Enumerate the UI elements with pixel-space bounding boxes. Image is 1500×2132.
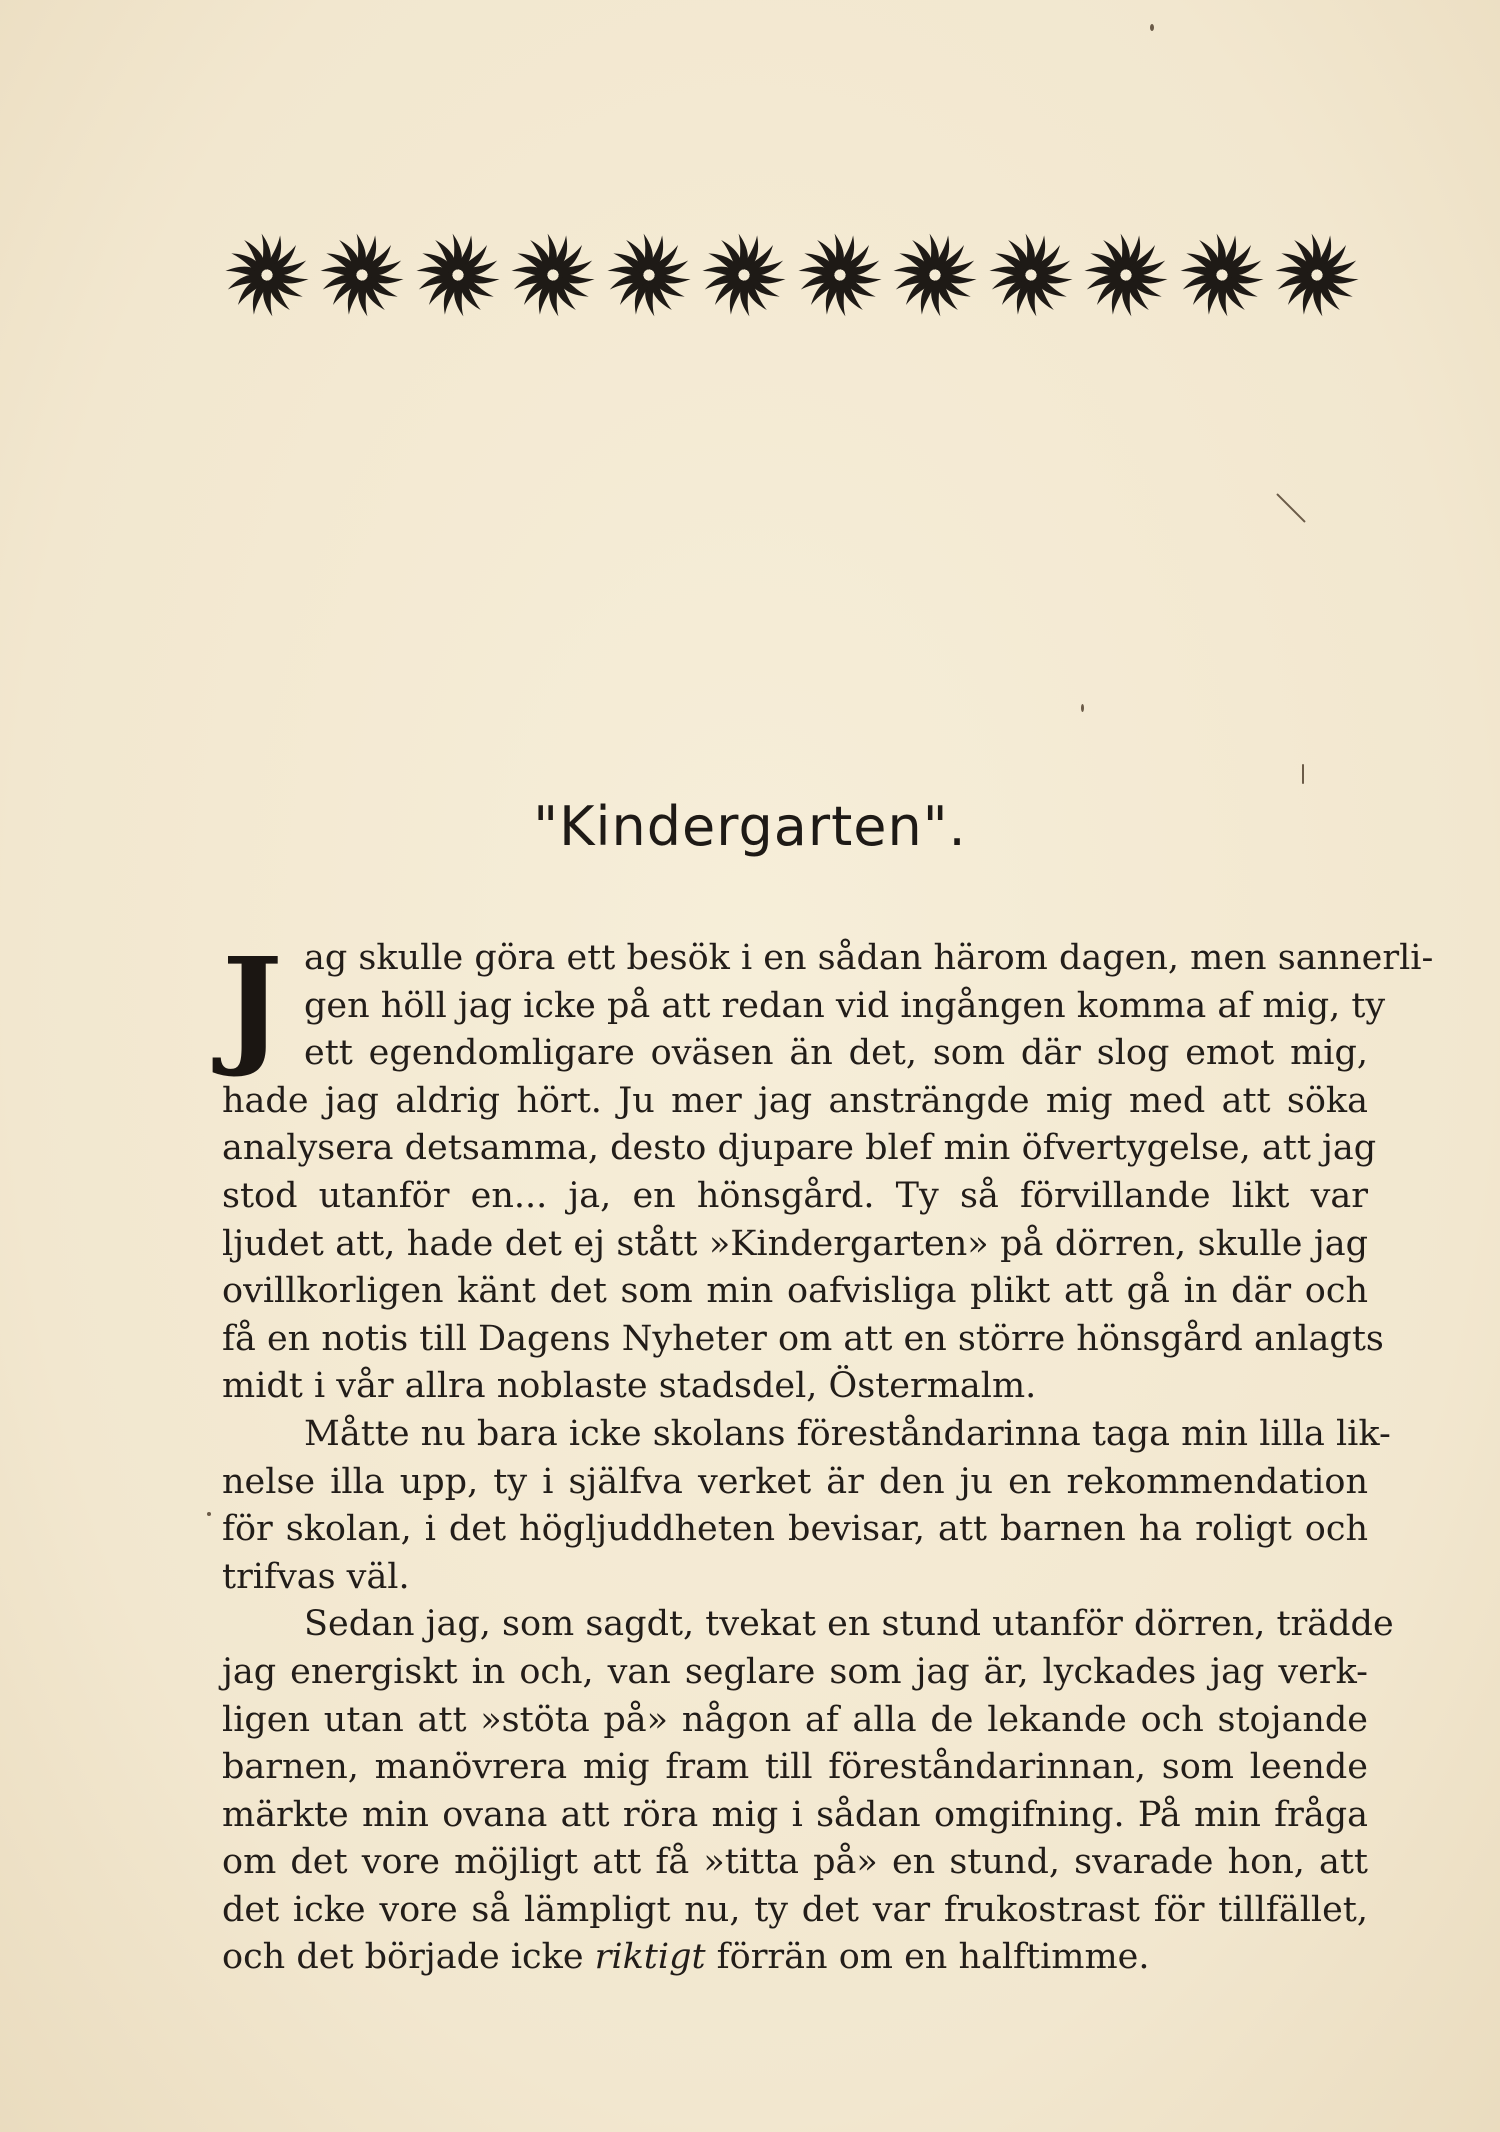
- pinwheel-ornament-icon: [604, 225, 694, 325]
- text-line: jag energiskt in och, van seglare som jag är, lyckades jag verk-: [222, 1651, 1368, 1692]
- text-line: analysera detsamma, desto djupare blef min öfvertygelse, att jag: [222, 1128, 1377, 1169]
- text-line-last: [222, 1934, 1368, 1982]
- text-line: märkte min ovana att röra mig i sådan omgifning. På min fråga: [222, 1794, 1368, 1835]
- pinwheel-ornament-icon: [1177, 225, 1267, 325]
- text-line: gen höll jag icke på att redan vid ingången komma af mig, ty: [304, 985, 1386, 1026]
- text-line: midt i vår allra noblaste stadsdel, Östermalm.: [222, 1366, 1037, 1407]
- ornament-band: [222, 220, 1362, 330]
- chapter-title: "Kindergarten".: [533, 795, 967, 858]
- text-line: ett egendomligare oväsen än det, som där slog emot mig,: [304, 1033, 1368, 1074]
- text-line: det icke vore så lämpligt nu, ty det var frukostrast för tillfället,: [222, 1889, 1368, 1930]
- text-line: om det vore möjligt att få »titta på» en stund, svarade hon, att: [222, 1842, 1368, 1883]
- text-line: för skolan, i det högljuddheten bevisar, att barnen ha roligt och: [222, 1509, 1368, 1550]
- paper-speck: [1081, 704, 1084, 712]
- pinwheel-ornament-icon: [699, 225, 789, 325]
- pinwheel-ornament-icon: [1272, 225, 1362, 325]
- pinwheel-ornament-icon: [413, 225, 503, 325]
- text-line: stod utanför en... ja, en hönsgård. Ty så förvillande likt var: [222, 1175, 1368, 1216]
- text-line: ljudet att, hade det ej stått »Kindergarten» på dörren, skulle jag: [222, 1223, 1368, 1264]
- text-line: trifvas väl.: [222, 1556, 410, 1597]
- text-line: ligen utan att »stöta på» någon af alla de lekande och stojande: [222, 1699, 1368, 1740]
- paper-speck: [1302, 764, 1304, 784]
- pinwheel-ornament-icon: [222, 225, 312, 325]
- text-line: ag skulle göra ett besök i en sådan härom dagen, men sannerli-: [304, 938, 1434, 978]
- paper-speck: [1150, 24, 1154, 31]
- last-line-before: och det började icke: [222, 1937, 595, 1978]
- text-line: ovillkorligen känt det som min oafvisliga plikt att gå in där och: [222, 1271, 1368, 1312]
- text-line: barnen, manövrera mig fram till föreståndarinnan, som leende: [222, 1747, 1368, 1788]
- pinwheel-ornament-icon: [986, 225, 1076, 325]
- text-line: få en notis till Dagens Nyheter om att en större hönsgård anlagts: [222, 1318, 1384, 1359]
- last-line-italic: riktigt: [594, 1937, 706, 1978]
- text-line: hade jag aldrig hört. Ju mer jag ansträngde mig med att söka: [222, 1080, 1368, 1121]
- text-line: nelse illa upp, ty i själfva verket är den ju en rekommendation: [222, 1461, 1368, 1502]
- pinwheel-ornament-icon: [1081, 225, 1171, 325]
- pinwheel-ornament-icon: [795, 225, 885, 325]
- paper-speck: [1276, 493, 1306, 523]
- drop-cap: J: [222, 931, 283, 1081]
- body-text: [222, 931, 1434, 1982]
- pinwheel-ornament-icon: [890, 225, 980, 325]
- pinwheel-ornament-icon: [508, 225, 598, 325]
- text-line: Måtte nu bara icke skolans föreståndarinna taga min lilla lik-: [304, 1413, 1391, 1454]
- paper-speck: [207, 1512, 211, 1516]
- pinwheel-ornament-icon: [317, 225, 407, 325]
- text-line: Sedan jag, som sagdt, tvekat en stund utanför dörren, trädde: [304, 1604, 1394, 1645]
- last-line-after: förrän om en halftimme.: [705, 1937, 1150, 1978]
